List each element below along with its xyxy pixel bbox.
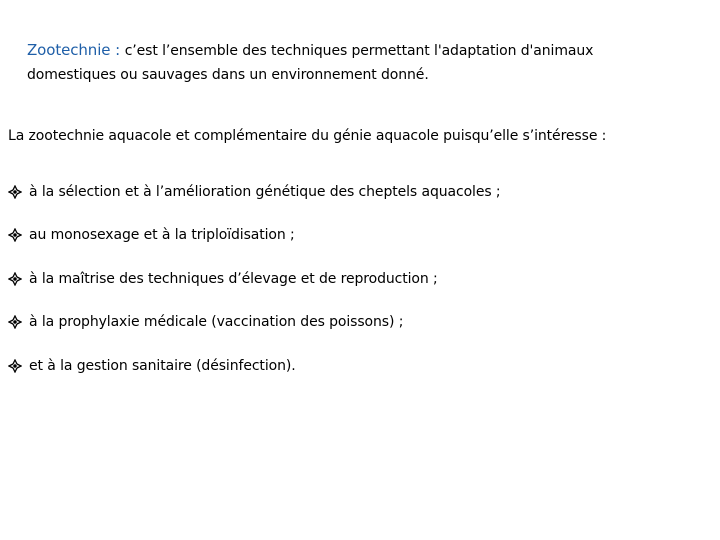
bullet-text: à la prophylaxie médicale (vaccination des poissons) ; — [29, 314, 404, 331]
definition-line-1 — [27, 38, 687, 63]
intro-paragraph: La zootechnie aquacole et complémentaire du génie aquacole puisqu’elle s’intéresse : — [8, 128, 607, 144]
list-item — [8, 301, 501, 345]
bullet-text: à la maîtrise des techniques d’élevage et de reproduction ; — [29, 270, 438, 287]
diamond-bullet-icon — [8, 359, 22, 373]
definition-text-1: c’est l’ensemble des techniques permettant l'adaptation d'animaux — [124, 43, 594, 59]
diamond-bullet-icon — [8, 228, 22, 242]
list-item — [8, 214, 501, 258]
diamond-bullet-icon — [8, 185, 22, 199]
definition-separator: : — [110, 41, 125, 59]
diamond-bullet-icon — [8, 315, 22, 329]
bullet-text: à la sélection et à l’amélioration génétique des cheptels aquacoles ; — [29, 183, 501, 200]
definition-line-2: domestiques ou sauvages dans un environnement donné. — [27, 67, 429, 83]
definition-term: Zootechnie — [27, 41, 111, 59]
list-item — [8, 170, 501, 214]
list-item — [8, 344, 501, 388]
list-item — [8, 257, 501, 301]
bullet-text: au monosexage et à la triploïdisation ; — [29, 227, 295, 244]
bullet-text: et à la gestion sanitaire (désinfection). — [29, 357, 296, 374]
diamond-bullet-icon — [8, 272, 22, 286]
bullet-list — [8, 170, 501, 388]
definition-block — [27, 38, 687, 87]
